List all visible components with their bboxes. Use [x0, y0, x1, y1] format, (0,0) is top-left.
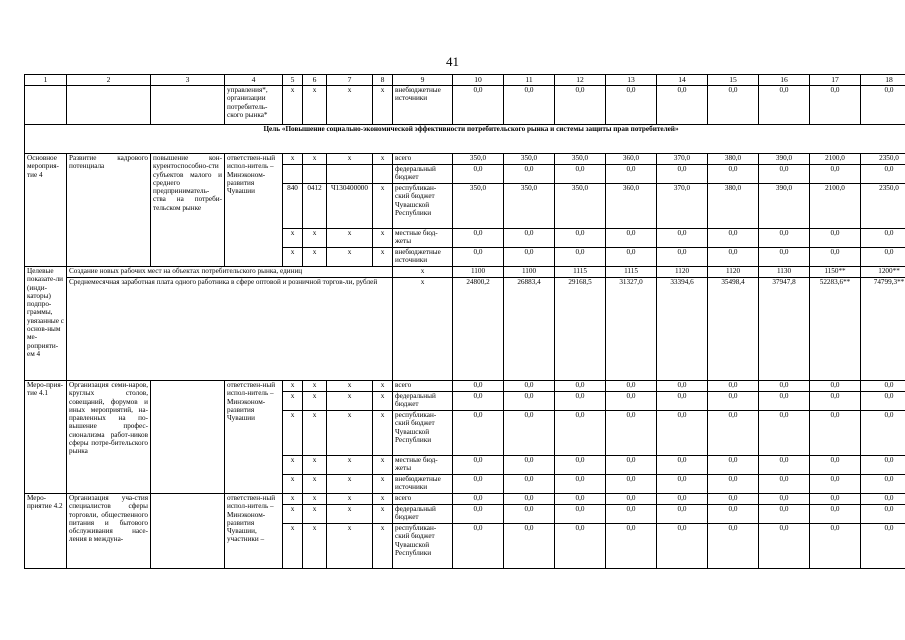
table-cell: x	[373, 505, 393, 524]
value-cell: 0,0	[555, 86, 606, 125]
table-cell: x	[303, 392, 327, 411]
value-cell: 0,0	[555, 411, 606, 456]
value-cell: 0,0	[657, 524, 708, 569]
value-cell: 0,0	[708, 524, 759, 569]
value-cell: 350,0	[504, 154, 555, 165]
value-cell: 0,0	[861, 411, 905, 456]
value-cell: 1150**	[810, 267, 861, 278]
executor-cell: ответствен-ный испол-нитель – Минэконом-развития Чувашии	[225, 154, 283, 267]
value-cell: 350,0	[504, 184, 555, 229]
value-cell: 0,0	[453, 505, 504, 524]
value-cell: 0,0	[453, 524, 504, 569]
value-cell: 0,0	[708, 165, 759, 184]
value-cell: 0,0	[759, 165, 810, 184]
value-cell: 0,0	[606, 392, 657, 411]
value-cell: 0,0	[810, 494, 861, 505]
column-header: 2	[67, 75, 151, 86]
funding-source: внебюджетные источники	[393, 248, 453, 267]
table-cell: x	[327, 494, 373, 505]
event-title: Основное мероприя-тие 4	[25, 154, 67, 267]
budget-table	[24, 74, 905, 569]
value-cell: 350,0	[453, 154, 504, 165]
value-cell: 1115	[555, 267, 606, 278]
funding-source: местные бюд-жеты	[393, 456, 453, 475]
table-cell: x	[327, 248, 373, 267]
value-cell: 0,0	[657, 86, 708, 125]
value-cell: 31327,0	[606, 278, 657, 381]
funding-source: республикан-ский бюджет Чувашской Республики	[393, 411, 453, 456]
column-header: 17	[810, 75, 861, 86]
table-cell: x	[327, 86, 373, 125]
value-cell: 0,0	[759, 524, 810, 569]
table-cell: x	[283, 86, 303, 125]
value-cell: 0,0	[810, 505, 861, 524]
value-cell: 0,0	[606, 165, 657, 184]
indicator-name: Создание новых рабочих мест на объектах потребительского рынка, единиц	[67, 267, 393, 278]
column-header: 18	[861, 75, 905, 86]
value-cell: 0,0	[657, 381, 708, 392]
funding-source: внебюджетные источники	[393, 475, 453, 494]
table-cell: x	[303, 381, 327, 392]
value-cell: 0,0	[555, 381, 606, 392]
value-cell: 0,0	[504, 494, 555, 505]
funding-source: республикан-ский бюджет Чувашской Республики	[393, 524, 453, 569]
funding-source: внебюджетные источники	[393, 86, 453, 125]
table-cell: x	[373, 229, 393, 248]
value-cell: 0,0	[606, 381, 657, 392]
funding-source: местные бюд-жеты	[393, 229, 453, 248]
funding-source: федеральный бюджет	[393, 165, 453, 184]
value-cell: 0,0	[453, 494, 504, 505]
value-cell: 0,0	[810, 411, 861, 456]
value-cell: 0,0	[810, 86, 861, 125]
table-cell: x	[373, 392, 393, 411]
value-cell: 0,0	[606, 505, 657, 524]
table-cell	[151, 381, 225, 494]
column-header: 10	[453, 75, 504, 86]
value-cell: 0,0	[453, 229, 504, 248]
table-cell: 840	[283, 184, 303, 229]
table-row	[25, 125, 905, 154]
value-cell: 0,0	[453, 456, 504, 475]
event-title: Меро-прия-тие 4.1	[25, 381, 67, 494]
table-row	[25, 278, 905, 381]
value-cell: 1100	[504, 267, 555, 278]
value-cell: 0,0	[453, 475, 504, 494]
value-cell: 0,0	[453, 411, 504, 456]
value-cell: 0,0	[759, 494, 810, 505]
table-cell: x	[283, 381, 303, 392]
value-cell: 0,0	[861, 392, 905, 411]
value-cell: 0,0	[555, 475, 606, 494]
value-cell: 0,0	[708, 86, 759, 125]
column-header: 1	[25, 75, 67, 86]
column-header: 11	[504, 75, 555, 86]
table-cell: x	[283, 229, 303, 248]
value-cell: 0,0	[810, 381, 861, 392]
value-cell: 0,0	[708, 392, 759, 411]
table-cell: x	[373, 524, 393, 569]
value-cell: 1130	[759, 267, 810, 278]
table-row	[25, 267, 905, 278]
value-cell: 370,0	[657, 154, 708, 165]
value-cell: 0,0	[657, 229, 708, 248]
value-cell: 1200**	[861, 267, 905, 278]
table-cell: x	[373, 184, 393, 229]
value-cell: 0,0	[504, 475, 555, 494]
column-header: 7	[327, 75, 373, 86]
value-cell: 0,0	[657, 411, 708, 456]
value-cell: 0,0	[606, 229, 657, 248]
value-cell: 26883,4	[504, 278, 555, 381]
value-cell: 0,0	[861, 494, 905, 505]
table-cell: x	[283, 494, 303, 505]
value-cell: 0,0	[504, 165, 555, 184]
value-cell: 0,0	[555, 494, 606, 505]
value-cell: 0,0	[708, 456, 759, 475]
value-cell: 370,0	[657, 184, 708, 229]
value-cell: 0,0	[453, 165, 504, 184]
value-cell: 0,0	[759, 411, 810, 456]
funding-source: всего	[393, 154, 453, 165]
value-cell: 0,0	[708, 411, 759, 456]
table-cell: x	[283, 475, 303, 494]
value-cell: 0,0	[606, 494, 657, 505]
value-cell: 0,0	[606, 248, 657, 267]
value-cell: 0,0	[504, 411, 555, 456]
value-cell: 0,0	[555, 505, 606, 524]
table-cell: x	[327, 475, 373, 494]
value-cell: 0,0	[861, 248, 905, 267]
table-row	[25, 154, 905, 165]
column-header: 6	[303, 75, 327, 86]
value-cell: 74799,3**	[861, 278, 905, 381]
table-cell: x	[283, 524, 303, 569]
value-cell: 0,0	[453, 381, 504, 392]
value-cell: 0,0	[606, 86, 657, 125]
value-cell: 0,0	[759, 381, 810, 392]
value-cell: 350,0	[555, 154, 606, 165]
table-cell	[25, 86, 67, 125]
table-cell: x	[283, 248, 303, 267]
value-cell: 24800,2	[453, 278, 504, 381]
page-number: 41	[446, 54, 459, 69]
value-cell: 0,0	[504, 381, 555, 392]
value-cell: 350,0	[453, 184, 504, 229]
value-cell: 0,0	[453, 86, 504, 125]
table-cell: x	[303, 524, 327, 569]
value-cell: 2100,0	[810, 184, 861, 229]
table-cell: x	[393, 278, 453, 381]
event-name: Организация семи-наров, круглых столов, совещаний, форумов и иных мероприятий, на-правленных на по-вышение профес-сионализма работ-ников сферы потре-бительского рынка	[67, 381, 151, 494]
table-cell: x	[303, 248, 327, 267]
value-cell: 0,0	[555, 165, 606, 184]
table-cell: 0412	[303, 184, 327, 229]
column-header: 8	[373, 75, 393, 86]
table-row	[25, 381, 905, 392]
table-cell: x	[283, 411, 303, 456]
value-cell: 0,0	[759, 248, 810, 267]
column-header: 4	[225, 75, 283, 86]
table-body	[25, 75, 905, 569]
executor-cell: ответствен-ный испол-нитель – Минэконом-развития Чувашии	[225, 381, 283, 494]
value-cell: 0,0	[810, 248, 861, 267]
value-cell: 0,0	[657, 248, 708, 267]
table-cell	[151, 494, 225, 569]
value-cell: 35498,4	[708, 278, 759, 381]
table-cell: Ч130400000	[327, 184, 373, 229]
table-cell: x	[327, 229, 373, 248]
value-cell: 0,0	[555, 229, 606, 248]
value-cell: 0,0	[504, 524, 555, 569]
value-cell: 0,0	[555, 456, 606, 475]
table-cell: x	[303, 456, 327, 475]
value-cell: 0,0	[657, 392, 708, 411]
value-cell: 360,0	[606, 154, 657, 165]
table-cell: x	[283, 392, 303, 411]
value-cell: 37947,8	[759, 278, 810, 381]
table-cell	[327, 165, 373, 184]
table-cell: x	[373, 494, 393, 505]
table-cell: x	[327, 524, 373, 569]
value-cell: 0,0	[606, 475, 657, 494]
value-cell: 390,0	[759, 154, 810, 165]
value-cell: 1100	[453, 267, 504, 278]
value-cell: 0,0	[657, 456, 708, 475]
value-cell: 390,0	[759, 184, 810, 229]
value-cell: 29168,5	[555, 278, 606, 381]
table-cell: x	[373, 248, 393, 267]
value-cell: 0,0	[504, 456, 555, 475]
value-cell: 360,0	[606, 184, 657, 229]
value-cell: 0,0	[504, 248, 555, 267]
value-cell: 0,0	[504, 86, 555, 125]
value-cell: 380,0	[708, 154, 759, 165]
value-cell: 0,0	[810, 456, 861, 475]
table-cell: x	[373, 475, 393, 494]
value-cell: 0,0	[504, 229, 555, 248]
value-cell: 2100,0	[810, 154, 861, 165]
table-cell: x	[327, 505, 373, 524]
header-row	[25, 75, 905, 86]
event-name: Организация уча-стия специалистов сферы торговли, общественного питания и бытового обслуживания насе-ления в междуна-	[67, 494, 151, 569]
value-cell: 2350,0	[861, 154, 905, 165]
column-header: 3	[151, 75, 225, 86]
table-cell	[303, 165, 327, 184]
value-cell: 0,0	[861, 86, 905, 125]
value-cell: 52283,6**	[810, 278, 861, 381]
table-cell: x	[373, 456, 393, 475]
table-row	[25, 494, 905, 505]
event-title: Меро-приятие 4.2	[25, 494, 67, 569]
value-cell: 0,0	[708, 381, 759, 392]
value-cell: 0,0	[708, 248, 759, 267]
value-cell: 0,0	[453, 248, 504, 267]
table-cell: x	[373, 154, 393, 165]
column-header: 14	[657, 75, 708, 86]
table-cell: x	[303, 475, 327, 494]
table-cell: x	[327, 392, 373, 411]
value-cell: 0,0	[657, 165, 708, 184]
funding-source: федеральный бюджет	[393, 392, 453, 411]
value-cell: 0,0	[657, 494, 708, 505]
value-cell: 0,0	[759, 456, 810, 475]
column-header: 16	[759, 75, 810, 86]
value-cell: 0,0	[708, 229, 759, 248]
value-cell: 2350,0	[861, 184, 905, 229]
table-cell: x	[327, 154, 373, 165]
value-cell: 0,0	[555, 392, 606, 411]
table-cell: x	[327, 381, 373, 392]
value-cell: 1120	[657, 267, 708, 278]
funding-source: федеральный бюджет	[393, 505, 453, 524]
value-cell: 0,0	[657, 505, 708, 524]
table-cell	[283, 165, 303, 184]
value-cell: 0,0	[810, 475, 861, 494]
value-cell: 0,0	[810, 524, 861, 569]
column-header: 9	[393, 75, 453, 86]
table-cell	[151, 86, 225, 125]
value-cell: 0,0	[861, 165, 905, 184]
value-cell: 0,0	[861, 456, 905, 475]
value-cell: 0,0	[861, 505, 905, 524]
value-cell: 0,0	[759, 475, 810, 494]
table-cell: x	[303, 86, 327, 125]
indicator-name: Среднемесячная заработная плата одного работника в сфере оптовой и розничной торгов-ли, рублей	[67, 278, 393, 381]
column-header: 5	[283, 75, 303, 86]
table-row	[25, 86, 905, 125]
indicators-title: Целевые показате-ли (инди-каторы) подпро-граммы, увязанные с основ-ным ме-роприяти-ем 4	[25, 267, 67, 381]
value-cell: 0,0	[504, 392, 555, 411]
value-cell: 0,0	[657, 475, 708, 494]
value-cell: 33394,6	[657, 278, 708, 381]
value-cell: 0,0	[861, 381, 905, 392]
column-header: 15	[708, 75, 759, 86]
value-cell: 0,0	[759, 392, 810, 411]
event-goal: повышение кон-курентоспособно-сти субъектов малого и среднего предприниматель-ства на потреби-тельском рынке	[151, 154, 225, 267]
value-cell: 0,0	[810, 392, 861, 411]
value-cell: 380,0	[708, 184, 759, 229]
value-cell: 1120	[708, 267, 759, 278]
executor-cell: управления*, организации потребитель-ского рынка*	[225, 86, 283, 125]
funding-source: республикан-ский бюджет Чувашской Республики	[393, 184, 453, 229]
column-header: 12	[555, 75, 606, 86]
funding-source: всего	[393, 494, 453, 505]
value-cell: 1115	[606, 267, 657, 278]
table-cell: x	[373, 381, 393, 392]
value-cell: 0,0	[555, 248, 606, 267]
table-cell: x	[373, 86, 393, 125]
value-cell: 350,0	[555, 184, 606, 229]
value-cell: 0,0	[759, 505, 810, 524]
value-cell: 0,0	[861, 229, 905, 248]
value-cell: 0,0	[606, 456, 657, 475]
executor-cell: ответствен-ный испол-нитель – Минэконом-развития Чувашии, участники –	[225, 494, 283, 569]
value-cell: 0,0	[606, 524, 657, 569]
table-cell	[67, 86, 151, 125]
column-header: 13	[606, 75, 657, 86]
table-cell: x	[393, 267, 453, 278]
table-cell: x	[373, 411, 393, 456]
event-name: Развитие кадрового потенциала	[67, 154, 151, 267]
table-cell: x	[283, 456, 303, 475]
value-cell: 0,0	[810, 165, 861, 184]
value-cell: 0,0	[453, 392, 504, 411]
value-cell: 0,0	[861, 475, 905, 494]
table-cell: x	[327, 411, 373, 456]
value-cell: 0,0	[504, 505, 555, 524]
table-cell: x	[303, 411, 327, 456]
value-cell: 0,0	[708, 505, 759, 524]
funding-source: всего	[393, 381, 453, 392]
value-cell: 0,0	[810, 229, 861, 248]
table-cell: x	[303, 154, 327, 165]
table-cell: x	[283, 505, 303, 524]
goal-heading: Цель «Повышение социально-экономической эффективности потребительского рынка и системы защиты прав потребителей»	[25, 125, 905, 154]
table-cell: x	[303, 494, 327, 505]
value-cell: 0,0	[861, 524, 905, 569]
table-cell: x	[327, 456, 373, 475]
value-cell: 0,0	[708, 475, 759, 494]
value-cell: 0,0	[708, 494, 759, 505]
table-cell: x	[283, 154, 303, 165]
table-cell: x	[303, 505, 327, 524]
value-cell: 0,0	[759, 229, 810, 248]
value-cell: 0,0	[759, 86, 810, 125]
value-cell: 0,0	[555, 524, 606, 569]
value-cell: 0,0	[606, 411, 657, 456]
table-cell: x	[303, 229, 327, 248]
table-cell	[373, 165, 393, 184]
